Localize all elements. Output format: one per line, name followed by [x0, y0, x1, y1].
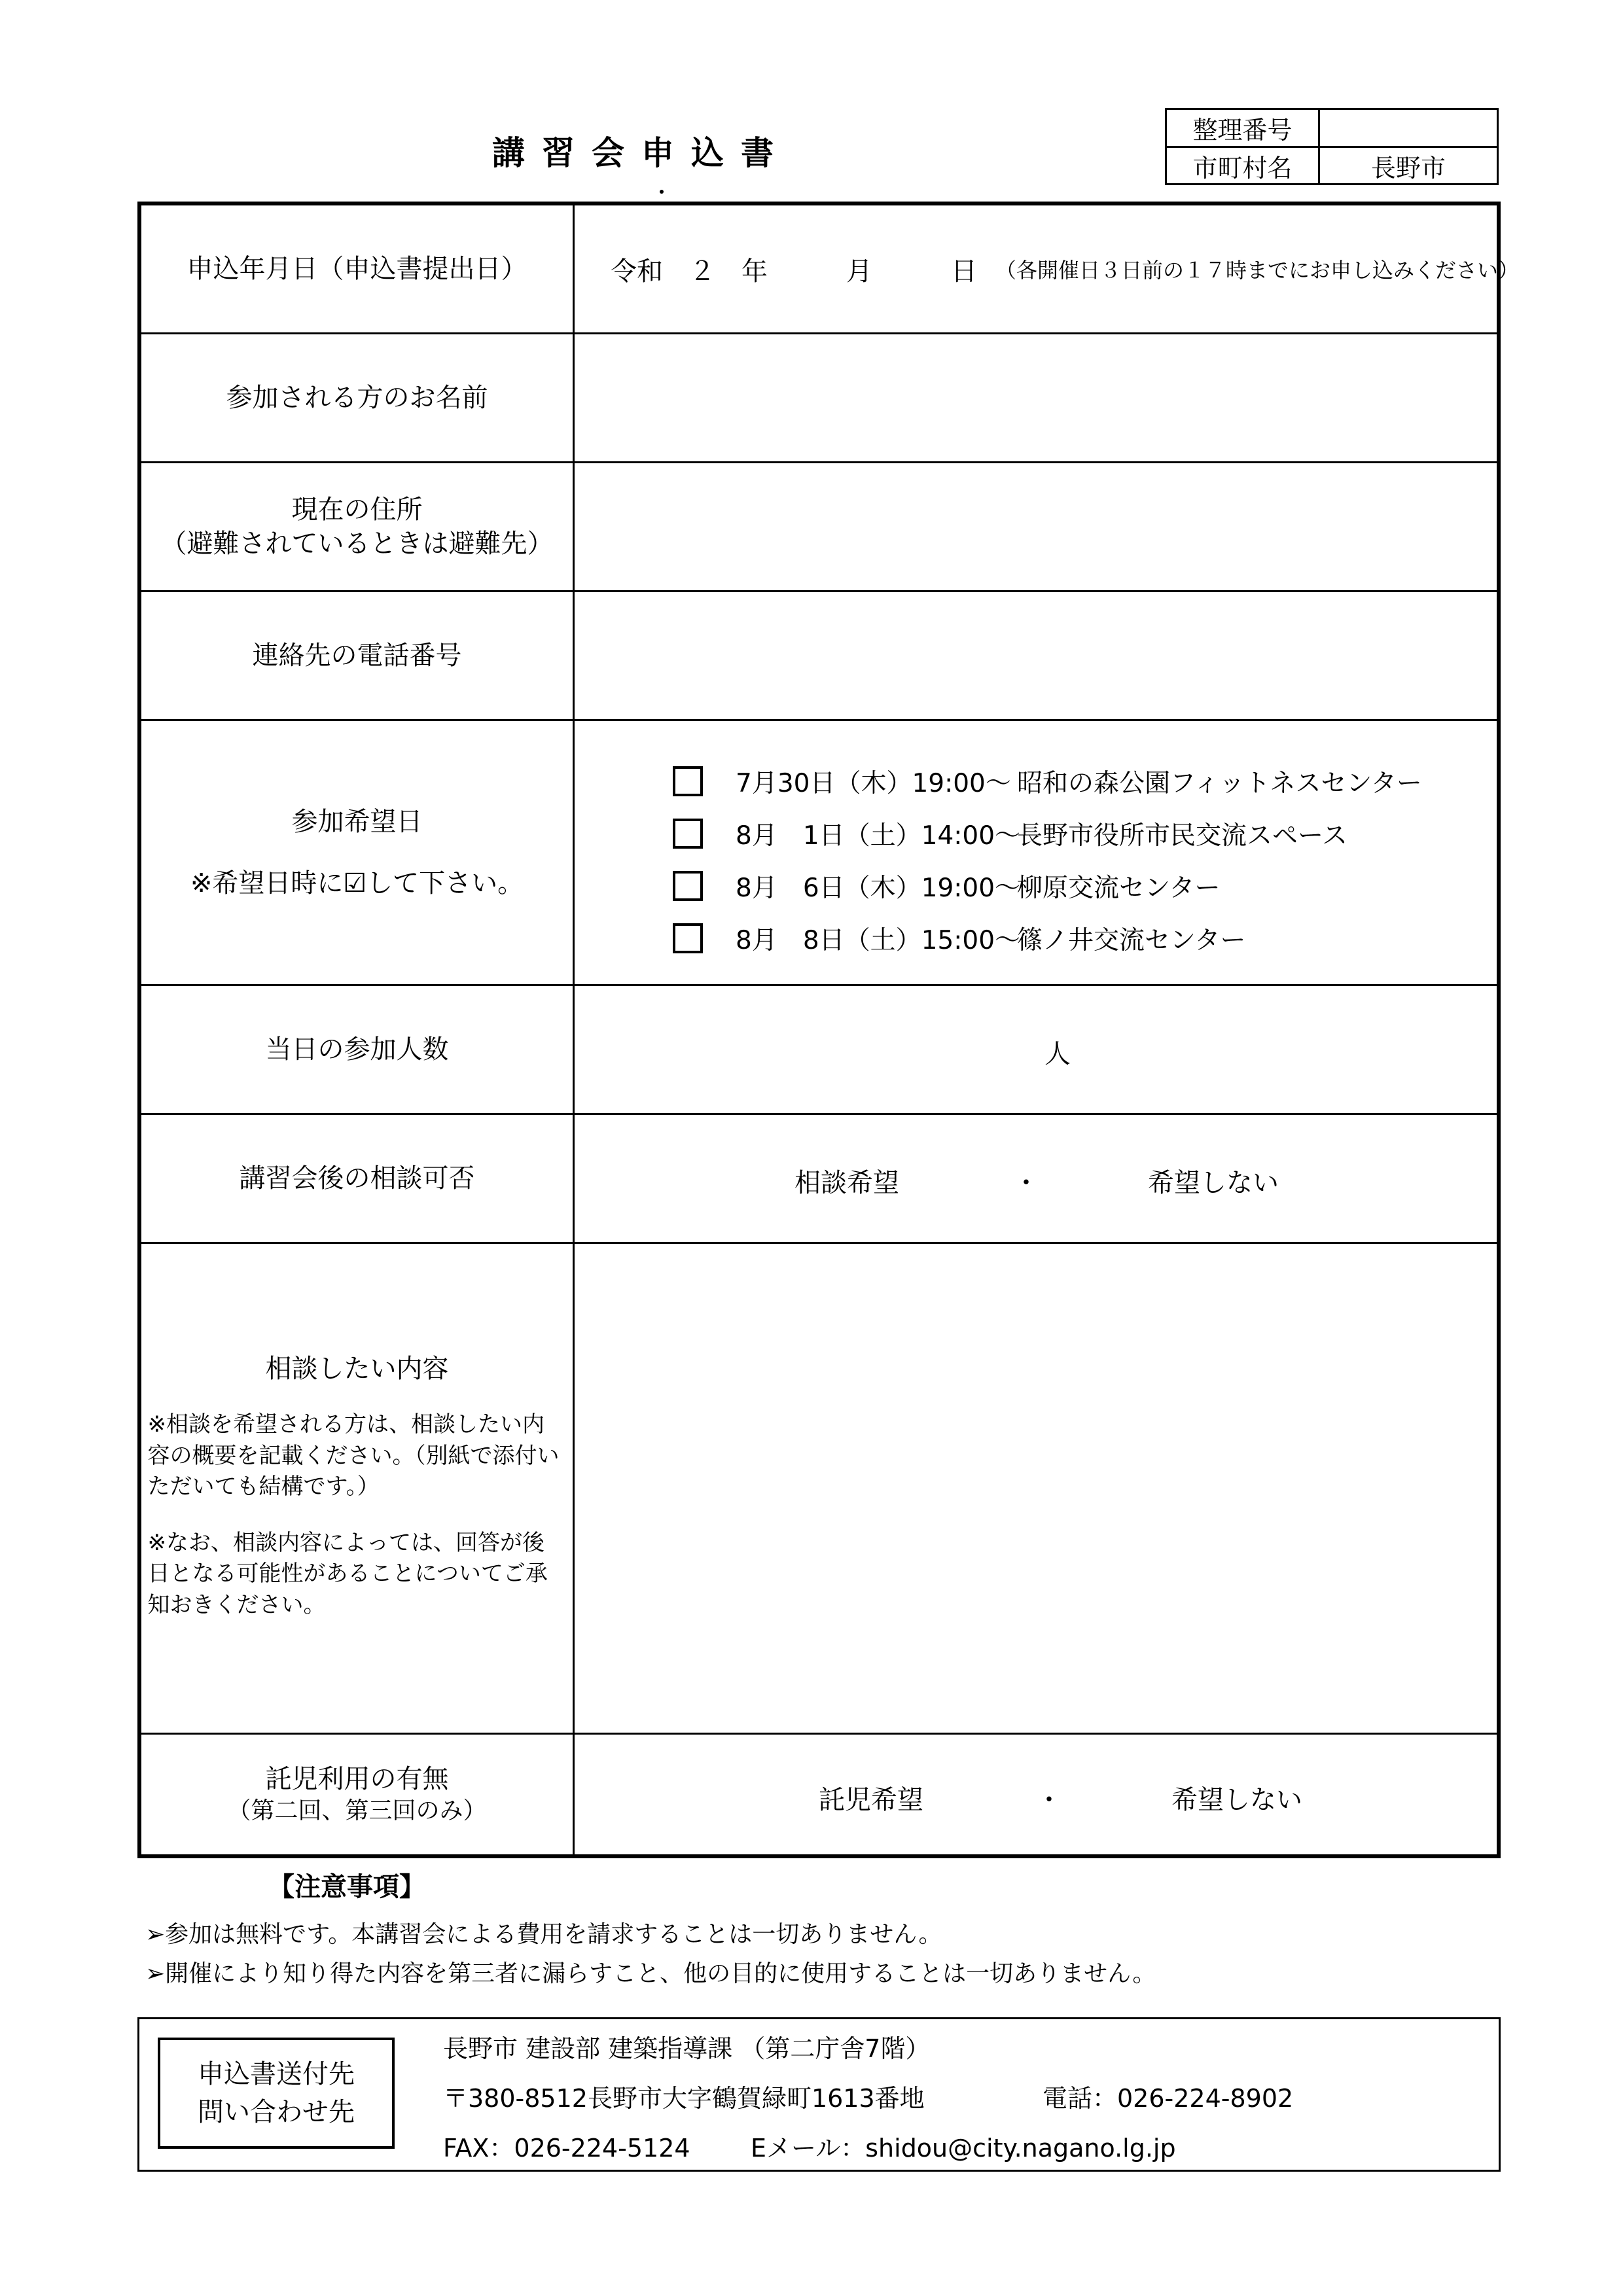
date-era: 令和 [611, 256, 663, 287]
notes-heading: 【注意事項】 [268, 1872, 425, 1902]
contact-department: 長野市 建設部 建築指導課 （第二庁舎7階） [443, 2034, 931, 2063]
consultation-content-label [141, 1244, 575, 1733]
schedule-datetime: 7月30日（木）19:00～ [736, 769, 1011, 798]
row-phone [141, 592, 1497, 721]
note-item: ➢開催により知り得た内容を第三者に漏らすこと、他の目的に使用することは一切ありません。 [145, 1960, 1156, 1987]
ref-number-field[interactable] [1320, 110, 1497, 148]
row-preferred-date [141, 721, 1497, 986]
date-year-unit: 年 [741, 256, 768, 287]
row-name [141, 334, 1497, 463]
name-field[interactable] [575, 334, 1497, 461]
phone-field[interactable] [575, 592, 1497, 719]
checkbox-icon[interactable] [673, 923, 703, 953]
preferred-date-label [141, 721, 575, 984]
schedule-venue: 長野市役所市民交流スペース [1017, 821, 1348, 851]
checkbox-icon[interactable] [673, 766, 703, 796]
row-childcare [141, 1735, 1497, 1854]
schedule-venue: 柳原交流センター [1017, 874, 1221, 903]
consultation-no-option[interactable]: 希望しない [1148, 1168, 1279, 1198]
page-title: 講習会申込書 [492, 134, 791, 172]
childcare-yes-option[interactable]: 託児希望 [819, 1785, 923, 1815]
schedule-datetime: 8月 6日（木）19:00～ [736, 874, 1021, 903]
date-year: ２ [689, 256, 715, 287]
consultation-content-field[interactable] [575, 1244, 1497, 1733]
row-participant-count [141, 986, 1497, 1115]
address-field[interactable] [575, 463, 1497, 590]
checkbox-icon[interactable] [673, 871, 703, 901]
checkbox-icon[interactable] [673, 819, 703, 849]
address-label [141, 463, 575, 590]
reference-box [1165, 108, 1499, 185]
schedule-datetime: 8月 1日（土）14:00～ [736, 821, 1021, 851]
row-consultation [141, 1115, 1497, 1244]
schedule-option[interactable] [673, 807, 1497, 860]
phone-label: 連絡先の電話番号 [141, 592, 575, 719]
participant-count-label: 当日の参加人数 [141, 986, 575, 1113]
consultation-label: 講習会後の相談可否 [141, 1115, 575, 1242]
childcare-separator: ・ [1036, 1785, 1062, 1815]
consultation-options [575, 1115, 1497, 1242]
address-label-line1: 現在の住所 [291, 495, 423, 525]
schedule-venue: 昭和の森公園フィットネスセンター [1017, 769, 1422, 798]
row-address [141, 463, 1497, 592]
consultation-content-notes [148, 1409, 567, 1646]
preferred-date-title: 参加希望日 [291, 807, 423, 837]
contact-label-line1: 申込書送付先 [198, 2059, 355, 2089]
participant-count-unit: 人 [1044, 1039, 1071, 1069]
childcare-label [141, 1735, 575, 1854]
application-form [137, 202, 1520, 1858]
contact-email: Eメール：shidou@city.nagano.lg.jp [751, 2134, 1176, 2163]
contact-label-box [158, 2038, 395, 2149]
row-consultation-content [141, 1244, 1497, 1735]
contact-address: 〒380-8512長野市大字鶴賀緑町1613番地 [443, 2084, 925, 2113]
consultation-separator: ・ [1013, 1168, 1039, 1198]
application-date-label: 申込年月日（申込書提出日） [141, 205, 575, 332]
municipality-label: 市町村名 [1167, 148, 1320, 184]
childcare-options [575, 1735, 1497, 1854]
consultation-note-1: ※相談を希望される方は、相談したい内容の概要を記載ください。（別紙で添付いただいても結構です。） [147, 1411, 560, 1500]
contact-label-line2: 問い合わせ先 [198, 2097, 355, 2127]
row-application-date [141, 205, 1520, 334]
childcare-label-line1: 託児利用の有無 [265, 1764, 449, 1795]
municipality-value: 長野市 [1370, 154, 1446, 183]
consultation-yes-option[interactable]: 相談希望 [794, 1168, 899, 1198]
ref-number-label: 整理番号 [1167, 110, 1320, 148]
application-date-field[interactable] [575, 205, 1520, 332]
decorative-dot [660, 190, 664, 194]
contact-footer [137, 2017, 1501, 2172]
contact-fax: FAX：026-224-5124 [443, 2134, 690, 2163]
schedule-option[interactable] [673, 755, 1497, 807]
contact-phone: 電話：026-224-8902 [1043, 2084, 1294, 2113]
note-item: ➢参加は無料です。本講習会による費用を請求することは一切ありません。 [145, 1921, 942, 1948]
consultation-content-title: 相談したい内容 [265, 1354, 449, 1384]
childcare-no-option[interactable]: 希望しない [1171, 1785, 1302, 1815]
schedule-options [575, 721, 1497, 984]
schedule-datetime: 8月 8日（土）15:00～ [736, 926, 1021, 955]
schedule-option[interactable] [673, 912, 1497, 964]
name-label: 参加される方のお名前 [141, 334, 575, 461]
address-label-line2: （避難されているときは避難先） [160, 529, 554, 559]
participant-count-field[interactable] [575, 986, 1497, 1113]
childcare-label-line2: （第二回、第三回のみ） [227, 1797, 487, 1825]
date-month-unit: 月 [846, 256, 872, 287]
date-day-unit: 日 [951, 256, 977, 287]
schedule-venue: 篠ノ井交流センター [1017, 926, 1246, 955]
deadline-note: （各開催日３日前の１７時までにお申し込みください） [995, 258, 1520, 283]
schedule-option[interactable] [673, 860, 1497, 912]
consultation-note-2: ※なお、相談内容によっては、回答が後日となる可能性があることについてご承知おきください。 [147, 1529, 548, 1618]
preferred-date-instruction: ※希望日時に☑して下さい。 [190, 868, 524, 898]
